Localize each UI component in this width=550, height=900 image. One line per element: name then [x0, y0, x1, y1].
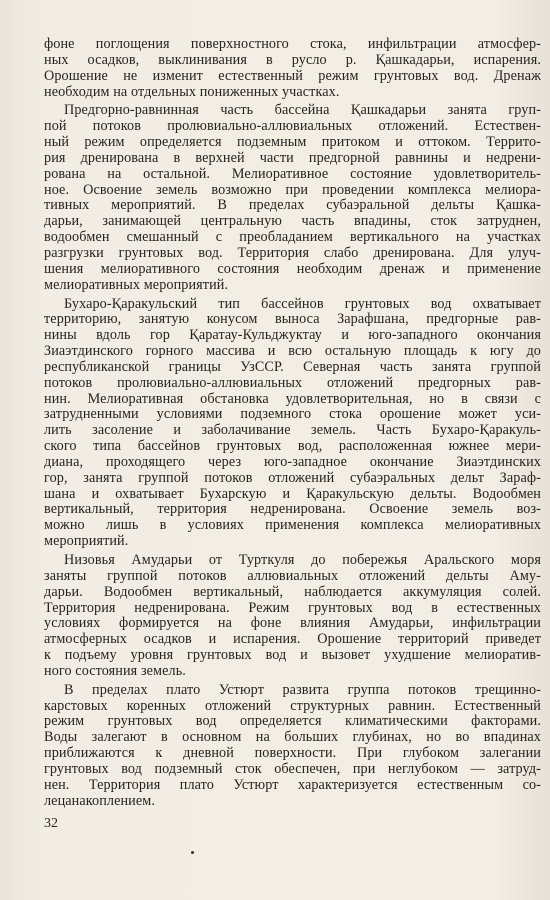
text-line: атмосферных осадков и испарения. Орошение территорий приведет	[44, 631, 541, 648]
text-line: республиканской границы УзССР. Северная часть занята группой	[44, 358, 541, 375]
text-line: грунтовых вод подземный сток обеспечен, при неглубоком — затруд-	[44, 760, 541, 777]
text-line: дарьи. Водообмен вертикальный, наблюдается аккумуляция солей.	[44, 583, 541, 600]
text-line: рия дренирована в верхней части предгорной равнины и недрени-	[44, 149, 541, 166]
text-line: территорию, занятую конусом выноса Зарафшана, предгорные рав-	[44, 311, 541, 328]
text-line: ского типа бассейнов грунтовых вод, расположенная южнее мери-	[44, 438, 541, 455]
paragraph	[44, 103, 541, 293]
text-line: В пределах плато Устюрт развита группа потоков трещинно-	[64, 681, 541, 698]
text-line: затрудненными условиями подземного стока орошение может уси-	[44, 406, 541, 423]
text-line: ных осадков, выклинивания в русло р. Қашкадарьи, испарения.	[44, 51, 541, 68]
text-line: Предгорно-равнинная часть бассейна Қашкадарьи занята груп-	[64, 102, 541, 119]
text-line: нины вдоль гор Қаратау-Кульджуктау и юго-западного окончания	[44, 327, 541, 344]
text-line: шения мелиоративного состояния необходим дренаж и применение	[44, 260, 541, 277]
text-line: Низовья Амударьи от Турткуля до побережья Аральского моря	[64, 552, 541, 568]
text-line: потоков пролювиально-аллювиальных отложений предгорных рав-	[44, 374, 541, 391]
text-line: заняты группой потоков аллювиальных отложений дельты Аму-	[44, 567, 541, 584]
paragraph	[44, 37, 541, 100]
print-speck	[191, 851, 194, 854]
text-line: водообмен смешанный с преобладанием вертикального на участках	[44, 229, 541, 246]
text-line: рована на остальной. Мелиоративное состояние удовлетворитель-	[44, 165, 541, 182]
page-number: 32	[44, 816, 58, 831]
text-line: дарьи, занимающей центральную часть впадины, сток затруднен,	[44, 213, 541, 230]
text-line: к подъему уровня грунтовых вод и вызовет ухудшение мелиоратив-	[44, 647, 541, 664]
paragraph	[44, 683, 541, 810]
text-line: вертикальный, территория недренирована. Освоение земель воз-	[44, 501, 541, 518]
text-line: необходим на отдельных пониженных участках.	[44, 83, 340, 100]
text-line: мелиоративных мероприятий.	[44, 276, 229, 293]
text-line: Орошение не изменит естественный режим грунтовых вод. Дренаж	[44, 67, 541, 84]
text-line: Территория недренирована. Режим грунтовых вод в естественных	[44, 599, 541, 616]
text-line: условиях формируется на фоне влияния Амударьи, инфильтрации	[44, 615, 541, 632]
body-text	[44, 37, 541, 810]
text-line: лить засоление и заболачивание земель. Часть Бухаро-Қаракуль-	[44, 422, 541, 439]
text-line: ный режим определяется подземным притоком и оттоком. Террито-	[44, 134, 541, 151]
text-line: режим грунтовых вод определяется климатическими факторами.	[44, 713, 541, 730]
paragraph	[44, 297, 541, 551]
text-line: пой потоков пролювиально-аллювиальных отложений. Естествен-	[44, 118, 541, 135]
text-line: диана, проходящего через юго-западное окончание Зиаэтдинских	[44, 453, 541, 470]
text-line: приближаются к дневной поверхности. При глубоком залегании	[44, 745, 541, 762]
text-line: ного состояния земель.	[44, 662, 186, 679]
text-line: карстовых коренных отложений структурных равнин. Естественный	[44, 697, 541, 714]
text-line: Воды залегают в основном на больших глубинах, но во впадинах	[44, 729, 541, 746]
text-line: гор, занята группой потоков отложений субаэральных дельт Зараф-	[44, 469, 541, 486]
text-line: мероприятий.	[44, 533, 129, 550]
text-line: шана и охватывает Бухарскую и Қаракульскую дельты. Водообмен	[44, 485, 541, 502]
text-line: лецанакоплением.	[44, 792, 155, 809]
text-line: Бухаро-Қаракульский тип бассейнов грунтовых вод охватывает	[64, 295, 541, 312]
text-line: Зиаэтдинского горного массива и всю остальную площадь к югу до	[44, 343, 541, 360]
text-line: нин. Мелиоративная обстановка удовлетворительная, но в связи с	[44, 390, 541, 407]
text-line: можно лишь в условиях применения комплекса мелиоративных	[44, 517, 541, 534]
text-line: разгрузки грунтовых вод. Территория слабо дренирована. Для улуч-	[44, 244, 541, 261]
text-line: тивных мероприятий. В пределах субаэральной дельты Қашка-	[44, 197, 541, 214]
text-line: нен. Территория плато Устюрт характеризуется естественным со-	[44, 776, 541, 793]
text-line: ное. Освоение земель возможно при проведении комплекса мелиора-	[44, 181, 541, 198]
paragraph	[44, 553, 541, 680]
text-line: фоне поглощения поверхностного стока, инфильтрации атмосфер-	[44, 36, 541, 52]
